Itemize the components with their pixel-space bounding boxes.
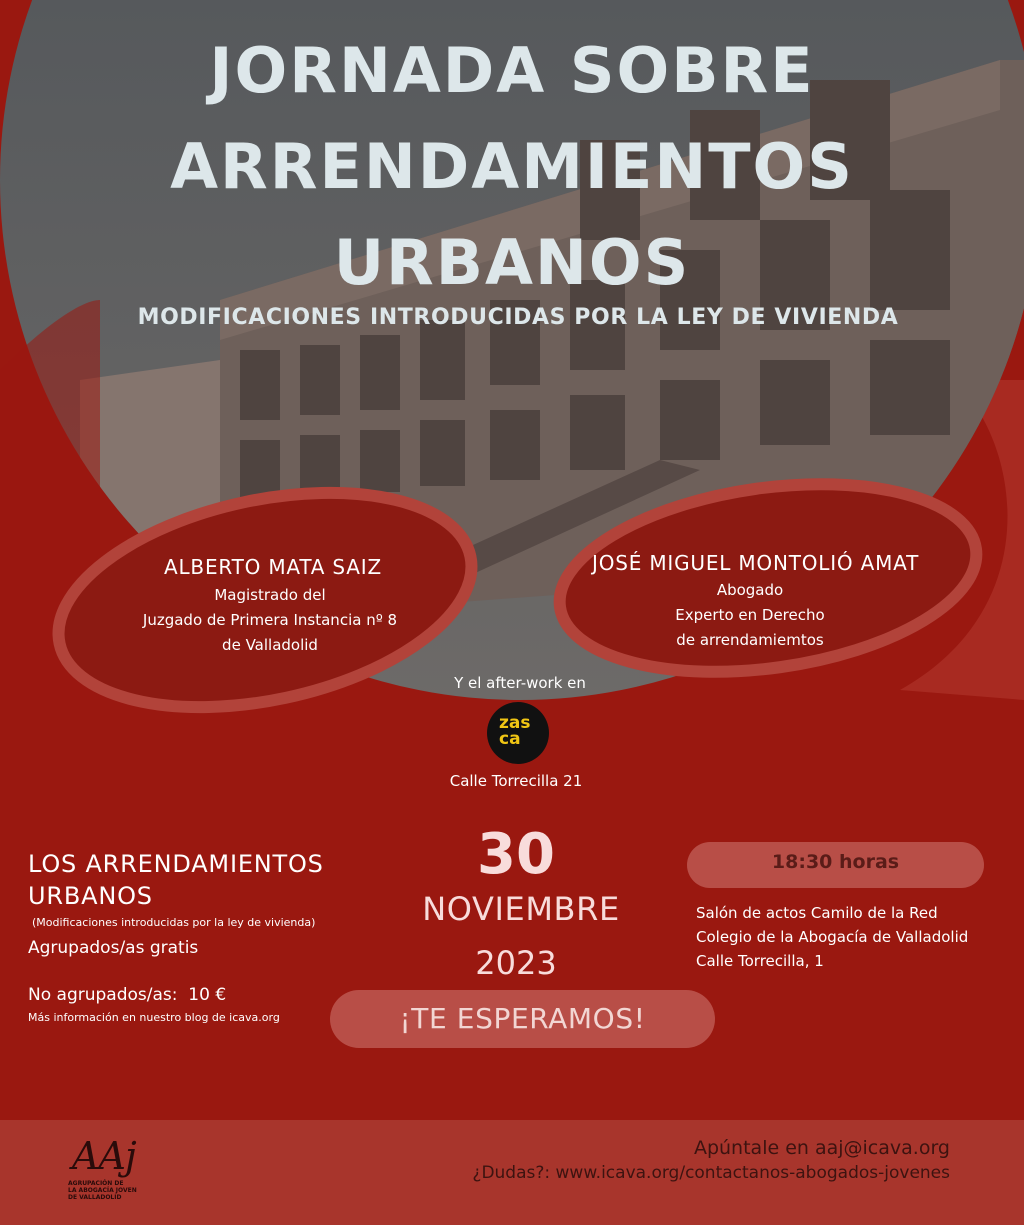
event-name-line-2: URBANOS (28, 882, 153, 910)
speaker-2-role-1: Abogado (716, 581, 784, 599)
aaj-logo-mark: AAj (72, 1134, 136, 1178)
speaker-2-role-3: de arrendamiemtos (676, 631, 824, 649)
speaker-1-role-3: de Valladolid (222, 636, 318, 654)
date-year: 2023 (475, 944, 557, 982)
afterwork-address: Calle Torrecilla 21 (449, 772, 583, 790)
venue-line-3: Calle Torrecilla, 1 (696, 952, 824, 970)
price-others: No agrupados/as: 10 € (28, 985, 227, 1005)
venue-line-2: Colegio de la Abogacía de Valladolid (696, 928, 969, 946)
footer-signup: Apúntale en aaj@icava.org (693, 1137, 950, 1159)
speaker-1-role-1: Magistrado del (214, 586, 326, 604)
cta-label: ¡TE ESPERAMOS! (399, 1002, 646, 1035)
aaj-logo (60, 1128, 184, 1212)
aaj-logo-text: AGRUPACIÓN DE LA ABOGACÍA JOVEN DE VALLADOLID (68, 1180, 137, 1201)
speaker-1-name: ALBERTO MATA SAIZ (164, 555, 382, 579)
date-day: 30 (477, 822, 555, 887)
title-line-1: JORNADA SOBRE (209, 34, 815, 107)
more-info: Más información en nuestro blog de icava.org (28, 1011, 280, 1024)
afterwork-intro: Y el after-work en (454, 674, 586, 692)
event-name-line-1: LOS ARRENDAMIENTOS (28, 850, 324, 878)
time-label: 18:30 horas (771, 851, 900, 873)
price-members: Agrupados/as gratis (28, 938, 199, 958)
speaker-1-role-2: Juzgado de Primera Instancia nº 8 (142, 611, 398, 629)
venue-line-1: Salón de actos Camilo de la Red (696, 904, 938, 922)
cta-pill (330, 990, 715, 1048)
speaker-2-role-2: Experto en Derecho (675, 606, 825, 624)
date-month: NOVIEMBRE (422, 890, 620, 928)
subtitle: MODIFICACIONES INTRODUCIDAS POR LA LEY DE VIVIENDA (137, 305, 899, 330)
time-pill (687, 842, 984, 888)
speaker-2-name: JOSÉ MIGUEL MONTOLIÓ AMAT (592, 551, 920, 575)
title-line-2: ARRENDAMIENTOS (170, 130, 854, 203)
zasca-logo: zas ca (487, 702, 549, 764)
event-note: (Modificaciones introducidas por la ley de vivienda) (32, 916, 316, 929)
title-line-3: URBANOS (333, 226, 691, 299)
footer-questions[interactable]: ¿Dudas?: www.icava.org/contactanos-abogados-jovenes (472, 1163, 950, 1183)
